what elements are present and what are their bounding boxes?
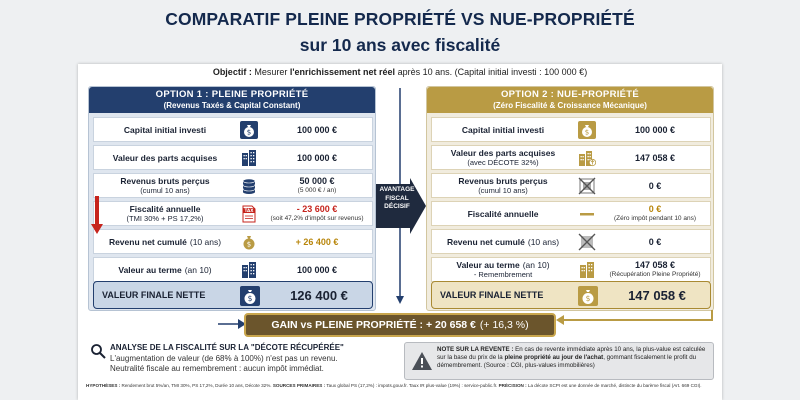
option1-row-revenu-net bbox=[93, 229, 373, 254]
option1-panel bbox=[88, 86, 376, 311]
option1-header bbox=[89, 87, 375, 113]
option1-row-capital bbox=[93, 117, 373, 142]
advantage-line2: FISCAL bbox=[385, 194, 409, 202]
option1-final bbox=[93, 281, 373, 309]
svg-text:TAX: TAX bbox=[244, 208, 254, 213]
analysis-line2: Neutralité fiscale au remembrement : aucun impôt immédiat. bbox=[110, 364, 324, 373]
row-value: - 23 600 € bbox=[296, 203, 338, 214]
option1-row-revenus bbox=[93, 173, 373, 198]
objective-bold: l'enrichissement net réel bbox=[289, 67, 396, 77]
option1-row-parts bbox=[93, 145, 373, 170]
option2-final bbox=[431, 281, 711, 309]
row-sublabel: (TMI 30% + PS 17,2%) bbox=[126, 213, 204, 223]
warning-icon bbox=[411, 351, 433, 371]
option2-row-revenus bbox=[431, 173, 711, 198]
row-value: 50 000 € bbox=[299, 175, 335, 186]
row-value: 0 € bbox=[648, 203, 662, 214]
svg-text:$: $ bbox=[584, 128, 590, 137]
footer-hypotheses-label: HYPOTHÈSES : bbox=[86, 383, 121, 388]
advantage-line1: AVANTAGE bbox=[379, 186, 415, 193]
note-label: NOTE SUR LA REVENTE : bbox=[437, 346, 514, 353]
row-sublabel: (cumul 10 ans) bbox=[478, 185, 528, 195]
row-label-note: (10 ans) bbox=[189, 236, 222, 247]
objective-label: Objectif : bbox=[212, 67, 252, 77]
objective-pre: Mesurer bbox=[254, 67, 288, 77]
row-label: Capital initial investi bbox=[123, 124, 207, 135]
money-bag-icon bbox=[578, 286, 598, 306]
note-bold: pleine propriété au jour de l'achat bbox=[504, 354, 604, 361]
money-bag-icon bbox=[240, 121, 258, 139]
row-label-note: (an 10) bbox=[184, 264, 212, 275]
row-label: Revenu net cumulé bbox=[446, 236, 525, 247]
gain-left-arrow bbox=[218, 318, 246, 330]
gain-percent: (+ 16,3 %) bbox=[479, 319, 529, 331]
row-sublabel: - Remembrement bbox=[473, 269, 533, 279]
row-label: Valeur au terme bbox=[118, 264, 182, 275]
footer bbox=[86, 383, 716, 393]
row-value: 147 058 € bbox=[634, 259, 676, 270]
objective-line bbox=[78, 67, 722, 77]
row-value: 100 000 € bbox=[296, 124, 338, 135]
row-value: 147 058 € bbox=[634, 152, 676, 163]
option2-row-fiscalite bbox=[431, 201, 711, 226]
row-sublabel: (cumul 10 ans) bbox=[140, 185, 190, 195]
option2-title: OPTION 2 : NUE-PROPRIÉTÉ bbox=[500, 89, 640, 100]
row-label: Valeur au terme bbox=[456, 259, 520, 270]
row-label: Revenus bruts perçus bbox=[120, 175, 210, 186]
crossed-out-icon bbox=[578, 177, 596, 195]
final-label: VALEUR FINALE NETTE bbox=[440, 290, 544, 300]
analysis-title: ANALYSE DE LA FISCALITÉ SUR LA "DÉCOTE RÉCUPÉRÉE" bbox=[110, 343, 344, 352]
final-value: 126 400 € bbox=[290, 287, 348, 303]
row-value: 100 000 € bbox=[296, 152, 338, 163]
analysis-line1: L'augmentation de valeur (de 68% à 100%) n'est pas un revenu. bbox=[110, 354, 338, 363]
option2-panel bbox=[426, 86, 714, 311]
row-label: Valeur des parts acquises bbox=[112, 152, 218, 163]
page-title: COMPARATIF PLEINE PROPRIÉTÉ VS NUE-PROPRIÉTÉ bbox=[165, 9, 635, 29]
row-value: 0 € bbox=[648, 236, 662, 247]
svg-text:$: $ bbox=[247, 294, 253, 304]
note-part2: , gommant fiscalement le profit du démembrement. (Source : CGI, plus-values immobilières) bbox=[437, 354, 697, 369]
footer-precision: La décote SCPI est une donnée de marché, distincte du barème fiscal (Art. 669 CGI). bbox=[527, 383, 702, 388]
row-label: Fiscalité annuelle bbox=[129, 203, 201, 214]
footer-sources-label: SOURCES PRIMAIRES : bbox=[272, 383, 326, 388]
note-text bbox=[437, 346, 709, 370]
row-label-note: (10 ans) bbox=[527, 236, 560, 247]
option1-subtitle: (Revenus Taxés & Capital Constant) bbox=[163, 101, 301, 110]
option1-row-valeur-terme bbox=[93, 257, 373, 282]
building-icon bbox=[240, 149, 258, 167]
money-bag-icon bbox=[240, 286, 260, 306]
advantage-line3: DÉCISIF bbox=[384, 203, 410, 210]
header bbox=[0, 0, 800, 62]
gain-banner bbox=[244, 313, 556, 337]
building-icon bbox=[240, 261, 258, 279]
coins-stack-icon bbox=[240, 177, 258, 195]
objective-post: après 10 ans. (Capital initial investi : 100 000 €) bbox=[397, 67, 588, 77]
note-part1: En cas de revente immédiate après 10 ans, la plus-value est calculée sur la base du prix de la bbox=[437, 346, 706, 361]
option1-row-fiscalite bbox=[93, 201, 373, 226]
row-value-sub: (Récupération Pleine Propriété) bbox=[609, 270, 701, 278]
row-value-sub: (5 000 € / an) bbox=[297, 186, 337, 194]
tax-document-icon bbox=[240, 205, 258, 223]
row-label: Capital initial investi bbox=[461, 124, 545, 135]
row-label: Valeur des parts acquises bbox=[450, 147, 556, 158]
row-value-sub: (soit 47,2% d'impôt sur revenus) bbox=[270, 214, 364, 222]
option2-row-revenu-net bbox=[431, 229, 711, 254]
advantage-arrow bbox=[376, 178, 426, 234]
row-value-sub: (Zéro impôt pendant 10 ans) bbox=[613, 214, 697, 222]
footer-hypotheses: Rendement brut 5%/an, TMI 30%, PS 17,2%, Durée 10 ans, Décote 32%. bbox=[121, 383, 272, 388]
row-label: Revenus bruts perçus bbox=[458, 175, 548, 186]
gain-text: GAIN vs PLEINE PROPRIÉTÉ : + 20 658 € bbox=[271, 319, 476, 331]
row-value: + 26 400 € bbox=[295, 236, 339, 247]
row-value: 100 000 € bbox=[634, 124, 676, 135]
svg-text:$: $ bbox=[246, 128, 252, 137]
building-gold-icon bbox=[578, 261, 596, 279]
crossed-out-icon bbox=[578, 233, 596, 251]
footer-precision-label: PRÉCISION : bbox=[498, 383, 527, 388]
magnifier-icon bbox=[90, 343, 106, 359]
resale-note bbox=[404, 342, 714, 380]
option2-row-capital bbox=[431, 117, 711, 142]
final-value: 147 058 € bbox=[628, 287, 686, 303]
option2-row-parts bbox=[431, 145, 711, 170]
option2-subtitle: (Zéro Fiscalité & Croissance Mécanique) bbox=[493, 101, 647, 110]
minus-icon bbox=[578, 205, 596, 223]
gain-connector bbox=[556, 310, 716, 330]
money-bag-icon bbox=[578, 121, 596, 139]
row-value: 0 € bbox=[648, 180, 662, 191]
row-value: 100 000 € bbox=[296, 264, 338, 275]
final-label: VALEUR FINALE NETTE bbox=[102, 290, 206, 300]
option2-row-valeur-terme bbox=[431, 257, 711, 282]
decrease-arrow-icon bbox=[91, 196, 103, 236]
page-subtitle: sur 10 ans avec fiscalité bbox=[299, 35, 501, 55]
svg-text:$: $ bbox=[585, 294, 591, 304]
row-sublabel: (avec DÉCOTE 32%) bbox=[467, 157, 539, 167]
row-label: Revenu net cumulé bbox=[108, 236, 187, 247]
money-bag-icon bbox=[240, 233, 258, 251]
building-growth-icon bbox=[578, 149, 596, 167]
row-label-note: (an 10) bbox=[522, 259, 550, 270]
row-label: Fiscalité annuelle bbox=[467, 208, 539, 219]
svg-text:$: $ bbox=[246, 240, 252, 249]
option2-header bbox=[427, 87, 713, 113]
footer-sources: Taux global PS (17,2%) : impots.gouv.fr. Taux IR plus-value (19%) : service-public.fr. bbox=[326, 383, 498, 388]
option1-title: OPTION 1 : PLEINE PROPRIÉTÉ bbox=[155, 89, 309, 100]
